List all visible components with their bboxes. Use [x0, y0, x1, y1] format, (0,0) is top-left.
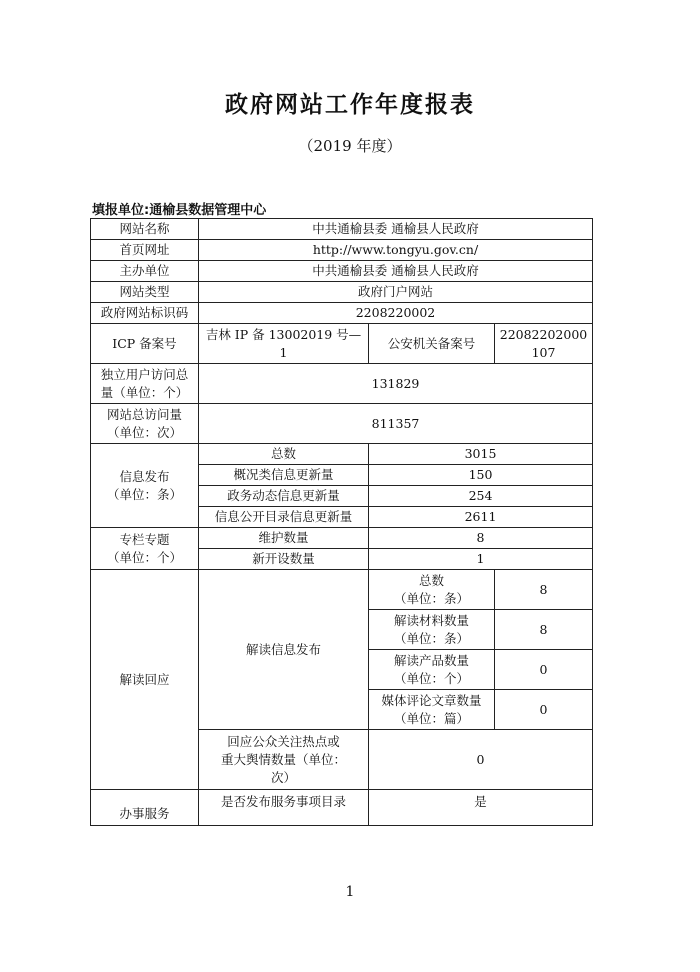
interp-material-value: 8 — [495, 610, 593, 650]
interp-total-label-line1: 总数 — [418, 572, 444, 588]
page-views-label-line1: 网站总访问量 — [106, 406, 182, 422]
hotspot-value: 0 — [369, 730, 593, 790]
interp-product-label — [369, 650, 495, 690]
info-publish-label-line2: （单位：条） — [106, 486, 182, 502]
interp-media-value: 0 — [495, 690, 593, 730]
interp-label: 解读回应 — [91, 570, 199, 790]
topic-maintain-value: 8 — [369, 528, 593, 549]
row-service — [91, 790, 593, 826]
row-interp-total — [91, 570, 593, 610]
interp-media-label-line2: （单位：篇） — [393, 710, 469, 726]
hotspot-label-line2: 重大舆情数量（单位： — [220, 751, 346, 767]
row-site-name — [91, 219, 593, 240]
service-label: 办事服务 — [91, 790, 199, 826]
page-views-label — [91, 404, 199, 444]
info-publish-label-line1: 信息发布 — [119, 468, 170, 484]
icp-value: 吉林 IP 备 13002019 号—1 — [199, 324, 369, 364]
site-name-value: 中共通榆县委 通榆县人民政府 — [199, 219, 593, 240]
interp-media-label-line1: 媒体评论文章数量 — [381, 692, 482, 708]
page-number: 1 — [345, 884, 355, 900]
info-overview-label: 概况类信息更新量 — [199, 465, 369, 486]
police-value-line2: 107 — [531, 344, 556, 360]
site-name-label: 网站名称 — [91, 219, 199, 240]
page-views-label-line2: （单位：次） — [106, 424, 182, 440]
interp-publish-label: 解读信息发布 — [199, 570, 369, 730]
row-info-total — [91, 444, 593, 465]
sponsor-value: 中共通榆县委 通榆县人民政府 — [199, 261, 593, 282]
info-total-value: 3015 — [369, 444, 593, 465]
site-type-value: 政府门户网站 — [199, 282, 593, 303]
police-label: 公安机关备案号 — [369, 324, 495, 364]
row-site-type — [91, 282, 593, 303]
topic-new-label: 新开设数量 — [199, 549, 369, 570]
info-publish-label — [91, 444, 199, 528]
site-type-label: 网站类型 — [91, 282, 199, 303]
interp-product-label-line2: （单位：个） — [393, 670, 469, 686]
hotspot-label-line1: 回应公众关注热点或 — [227, 733, 340, 749]
page-views-value: 811357 — [199, 404, 593, 444]
info-total-label: 总数 — [199, 444, 369, 465]
info-open-value: 2611 — [369, 507, 593, 528]
interp-total-value: 8 — [495, 570, 593, 610]
interp-total-label-line2: （单位：条） — [393, 590, 469, 606]
reporting-unit: 填报单位:通榆县数据管理中心 — [92, 203, 267, 218]
info-open-label: 信息公开目录信息更新量 — [199, 507, 369, 528]
topic-maintain-label: 维护数量 — [199, 528, 369, 549]
site-id-value: 2208220002 — [199, 303, 593, 324]
homepage-label: 首页网址 — [91, 240, 199, 261]
row-unique-visitors — [91, 364, 593, 404]
info-overview-value: 150 — [369, 465, 593, 486]
topic-new-value: 1 — [369, 549, 593, 570]
icp-label: ICP 备案号 — [91, 324, 199, 364]
service-catalog-label: 是否发布服务事项目录 — [199, 790, 369, 826]
sponsor-label: 主办单位 — [91, 261, 199, 282]
interp-product-value: 0 — [495, 650, 593, 690]
interp-total-label — [369, 570, 495, 610]
hotspot-label-line3: 次） — [270, 769, 296, 785]
report-table — [90, 218, 593, 826]
unique-visitors-label-line1: 独立用户访问总 — [100, 366, 189, 382]
service-catalog-value: 是 — [369, 790, 593, 826]
topic-label-line1: 专栏专题 — [119, 531, 170, 547]
report-year: （2019 年度） — [298, 137, 402, 155]
topic-label-line2: （单位：个） — [106, 549, 182, 565]
interp-product-label-line1: 解读产品数量 — [393, 652, 469, 668]
topic-label — [91, 528, 199, 570]
info-news-label: 政务动态信息更新量 — [199, 486, 369, 507]
info-news-value: 254 — [369, 486, 593, 507]
row-sponsor — [91, 261, 593, 282]
police-value-line1: 22082202000 — [499, 326, 588, 342]
unique-visitors-value: 131829 — [199, 364, 593, 404]
interp-material-label-line2: （单位：条） — [393, 630, 469, 646]
interp-material-label-line1: 解读材料数量 — [393, 612, 469, 628]
row-site-id — [91, 303, 593, 324]
site-id-label: 政府网站标识码 — [91, 303, 199, 324]
row-homepage — [91, 240, 593, 261]
unique-visitors-label — [91, 364, 199, 404]
interp-material-label — [369, 610, 495, 650]
homepage-value: http://www.tongyu.gov.cn/ — [199, 240, 593, 261]
row-page-views — [91, 404, 593, 444]
interp-media-label — [369, 690, 495, 730]
police-value — [495, 324, 593, 364]
hotspot-label — [199, 730, 369, 790]
report-title: 政府网站工作年度报表 — [225, 92, 475, 118]
unique-visitors-label-line2: 量（单位：个） — [100, 384, 189, 400]
row-topic-maintain — [91, 528, 593, 549]
row-icp — [91, 324, 593, 364]
